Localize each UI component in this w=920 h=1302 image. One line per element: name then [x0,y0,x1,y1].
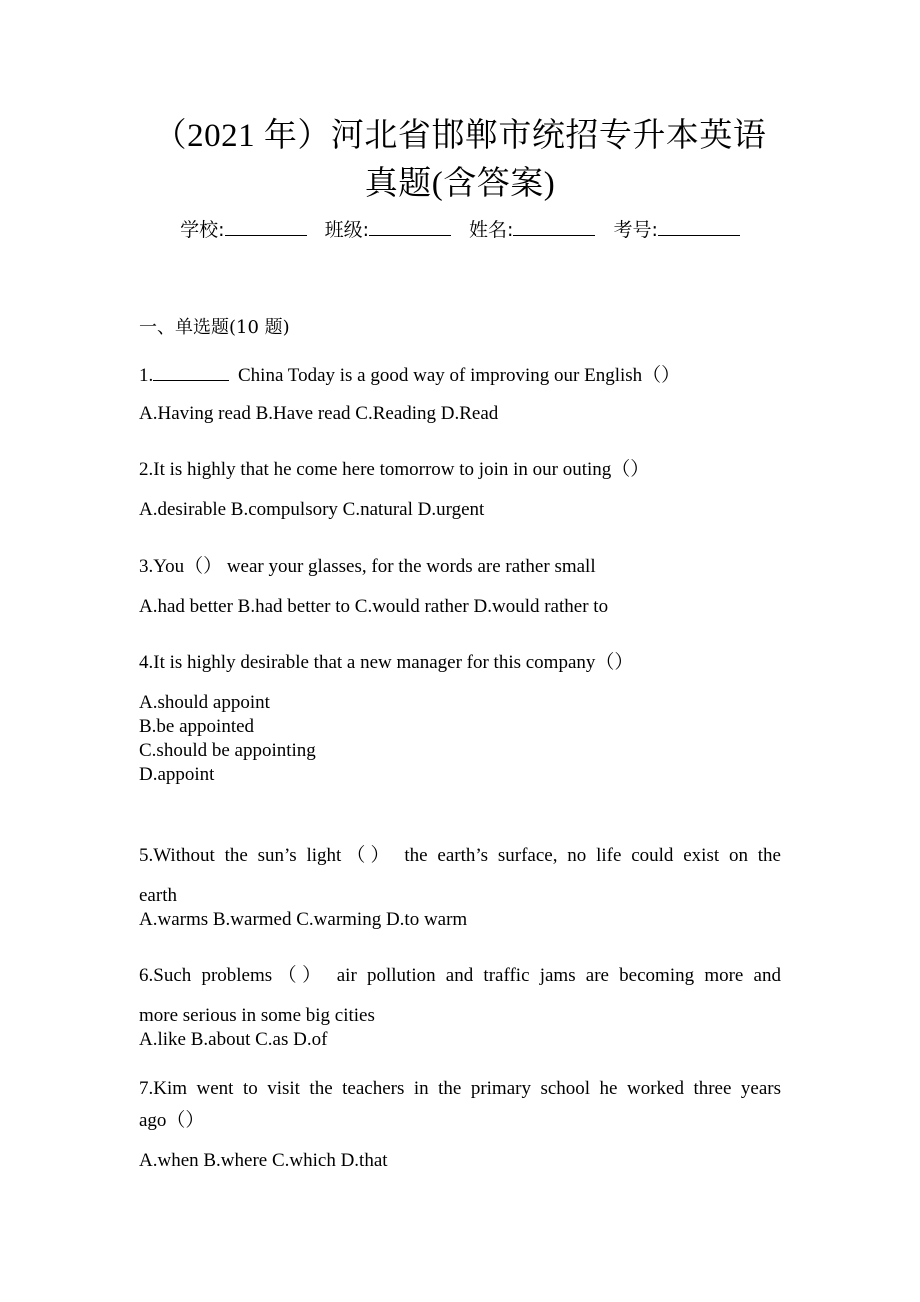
question-2-stem: 2.It is highly that he come here tomorrow to join in our outing（） [139,459,650,480]
question-1-text: China Today is a good way of improving our English（） [233,365,681,386]
question-3-options: A.had better B.had better to C.would rather D.would rather to [139,596,609,617]
question-4-option-d: D.appoint [139,764,215,785]
question-6-options: A.like B.about C.as D.of [139,1029,328,1050]
class-blank [369,216,451,236]
document-title-line-2: 真题(含答案) [364,166,556,202]
question-2-options: A.desirable B.compulsory C.natural D.urgent [139,499,485,520]
question-1-number: 1. [139,365,154,386]
question-7-options: A.when B.where C.which D.that [139,1150,388,1171]
question-1-stem [139,362,680,388]
info-field-name [469,219,595,241]
question-4-stem: 4.It is highly desirable that a new manager for this company（） [139,652,634,673]
question-4-option-a: A.should appoint [139,692,270,713]
info-label-name: 姓名: [469,219,514,241]
question-6-stem-line-1: 6.Such problems（） air pollution and traffic jams are becoming more and [139,965,781,986]
info-label-class: 班级: [324,219,369,241]
student-info-row [0,216,920,244]
info-field-school [180,219,306,241]
question-6-stem-line-2: more serious in some big cities [139,1005,375,1026]
section-heading: 一、单选题(10 题) [139,317,290,338]
info-label-school: 学校: [180,219,225,241]
question-3-stem: 3.You（） wear your glasses, for the words are rather small [139,556,596,577]
document-title-line-1: （2021 年）河北省邯郸市统招专升本英语 [153,118,767,154]
question-1-options: A.Having read B.Have read C.Reading D.Read [139,403,499,424]
question-5-stem-line-2: earth [139,885,177,906]
name-blank [513,216,595,236]
question-4-option-c: C.should be appointing [139,740,316,761]
school-blank [225,216,307,236]
question-1-blank [153,362,229,381]
question-5-stem-line-1: 5.Without the sun’s light（） the earth’s surface, no life could exist on the [139,845,781,866]
question-7-stem-line-1: 7.Kim went to visit the teachers in the primary school he worked three years [139,1078,781,1099]
question-4-option-b: B.be appointed [139,716,255,737]
question-7-stem-line-2: ago（） [139,1110,205,1131]
question-5-options: A.warms B.warmed C.warming D.to warm [139,909,468,930]
info-field-class [325,219,451,241]
exam-number-blank [658,216,740,236]
info-label-exam-number: 考号: [613,219,658,241]
info-field-exam-number [613,219,739,241]
